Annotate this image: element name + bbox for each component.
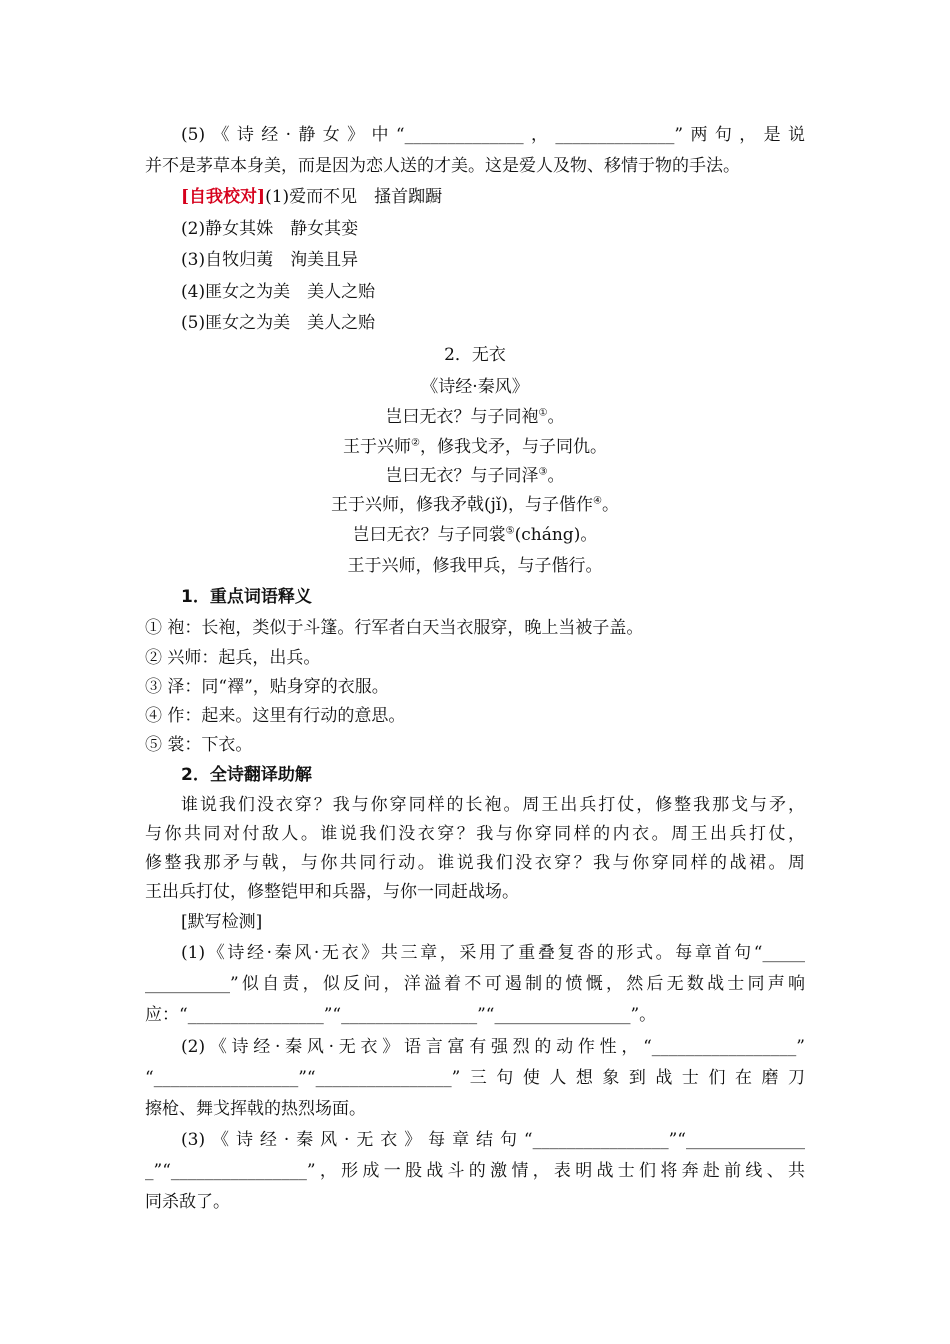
poem-title: 2．无衣 bbox=[444, 345, 506, 365]
translation-line-1: 谁说我们没衣穿？我与你穿同样的长袍。周王出兵打仗，修整我那戈与矛， bbox=[181, 795, 805, 815]
dictation-line-3: 应：“________________”“________________”“________________”。 bbox=[145, 1005, 657, 1025]
poem-line-6 bbox=[145, 555, 805, 577]
poem-line-tail: 。 bbox=[601, 495, 619, 515]
answer-5: (5)匪女之为美 美人之贻 bbox=[181, 313, 376, 333]
dictation-label: [默写检测] bbox=[181, 912, 263, 932]
dictation-line-5: “_________________”“________________”三句使人想象到战士们在磨刀 bbox=[145, 1068, 805, 1088]
self-check-answer-1 bbox=[181, 186, 805, 208]
translation-line-2: 与你共同对付敌人。谁说我们没衣穿？我与你穿同样的内衣。周王出兵打仗， bbox=[145, 824, 805, 844]
poem-line-5 bbox=[145, 524, 805, 546]
section-2-title: 2．全诗翻译助解 bbox=[181, 765, 312, 785]
footnote-mark: ① bbox=[538, 407, 548, 419]
dictation-line-4: (2)《诗经·秦风·无衣》语言富有强烈的动作性，“_________________” bbox=[181, 1037, 805, 1057]
poem-line-1 bbox=[145, 406, 805, 428]
glossary-item-2: ② 兴师：起兵，出兵。 bbox=[145, 648, 321, 668]
poem-line-2 bbox=[145, 436, 805, 458]
glossary-item-1: ① 袍：长袍，类似于斗篷。行军者白天当衣服穿，晚上当被子盖。 bbox=[145, 618, 644, 638]
glossary-item-5: ⑤ 裳：下衣。 bbox=[145, 735, 253, 755]
dictation-line-6: 擦枪、舞戈挥戟的热烈场面。 bbox=[145, 1099, 366, 1119]
translation-line-3: 修整我那矛与戟，与你共同行动。谁说我们没衣穿？我与你穿同样的战裙。周 bbox=[145, 853, 805, 873]
poem-line-tail: 。 bbox=[547, 407, 565, 427]
poem-source: 《诗经·秦风》 bbox=[421, 377, 529, 397]
poem-line-4 bbox=[145, 494, 805, 516]
footnote-mark: ⑤ bbox=[505, 525, 515, 537]
dictation-line-2: __________”似自责，似反问，洋溢着不可遏制的愤慨，然后无数战士同声响 bbox=[145, 974, 805, 994]
footnote-mark: ② bbox=[411, 437, 420, 449]
dictation-line-8: _”“________________”，形成一股战斗的激情，表明战士们将奔赴前线、共 bbox=[145, 1161, 805, 1181]
poem-line-tail: ，修我戈矛，与子同仇。 bbox=[419, 437, 607, 457]
poem-line-tail: (cháng)。 bbox=[514, 525, 598, 545]
self-check-label: [自我校对] bbox=[181, 187, 266, 207]
answer-3: (3)自牧归荑 洵美且异 bbox=[181, 250, 359, 270]
poem-line-text: 王于兴师 bbox=[343, 437, 412, 457]
poem-line-3 bbox=[145, 465, 805, 487]
footnote-mark: ④ bbox=[593, 495, 602, 507]
glossary-item-4: ④ 作：起来。这里有行动的意思。 bbox=[145, 706, 406, 726]
dictation-line-1: (1)《诗经·秦风·无衣》共三章，采用了重叠复沓的形式。每章首句“_____ bbox=[181, 943, 805, 963]
dictation-line-9: 同杀敌了。 bbox=[145, 1192, 230, 1212]
poem-line-text: 岂曰无衣？与子同裳 bbox=[352, 525, 506, 545]
section-1-title: 1．重点词语释义 bbox=[181, 587, 312, 607]
answer-2: (2)静女其姝 静女其娈 bbox=[181, 219, 359, 239]
dictation-line-7: (3)《诗经·秦风·无衣》每章结句“________________”“______________ bbox=[181, 1130, 805, 1150]
footnote-mark: ③ bbox=[538, 466, 548, 478]
poem-line-text: 王于兴师，修我甲兵，与子偕行。 bbox=[347, 556, 603, 576]
translation-line-4: 王出兵打仗，修整铠甲和兵器，与你一同赶战场。 bbox=[145, 882, 519, 902]
glossary-item-3: ③ 泽：同“襗”，贴身穿的衣服。 bbox=[145, 677, 389, 697]
poem-line-text: 王于兴师，修我矛戟(jǐ)，与子偕作 bbox=[331, 495, 593, 515]
answer-4: (4)匪女之为美 美人之贻 bbox=[181, 282, 376, 302]
question-5-line-2: 并不是茅草本身美，而是因为恋人送的才美。这是爱人及物、移情于物的手法。 bbox=[145, 156, 740, 176]
poem-line-text: 岂曰无衣？与子同泽 bbox=[385, 466, 539, 486]
poem-line-tail: 。 bbox=[547, 466, 565, 486]
question-5-line-1: (5)《诗经·静女》中“______________，______________”两句，是说 bbox=[181, 125, 805, 145]
answer-text: (1)爱而不见 搔首踟蹰 bbox=[265, 187, 443, 207]
poem-line-text: 岂曰无衣？与子同袍 bbox=[385, 407, 539, 427]
